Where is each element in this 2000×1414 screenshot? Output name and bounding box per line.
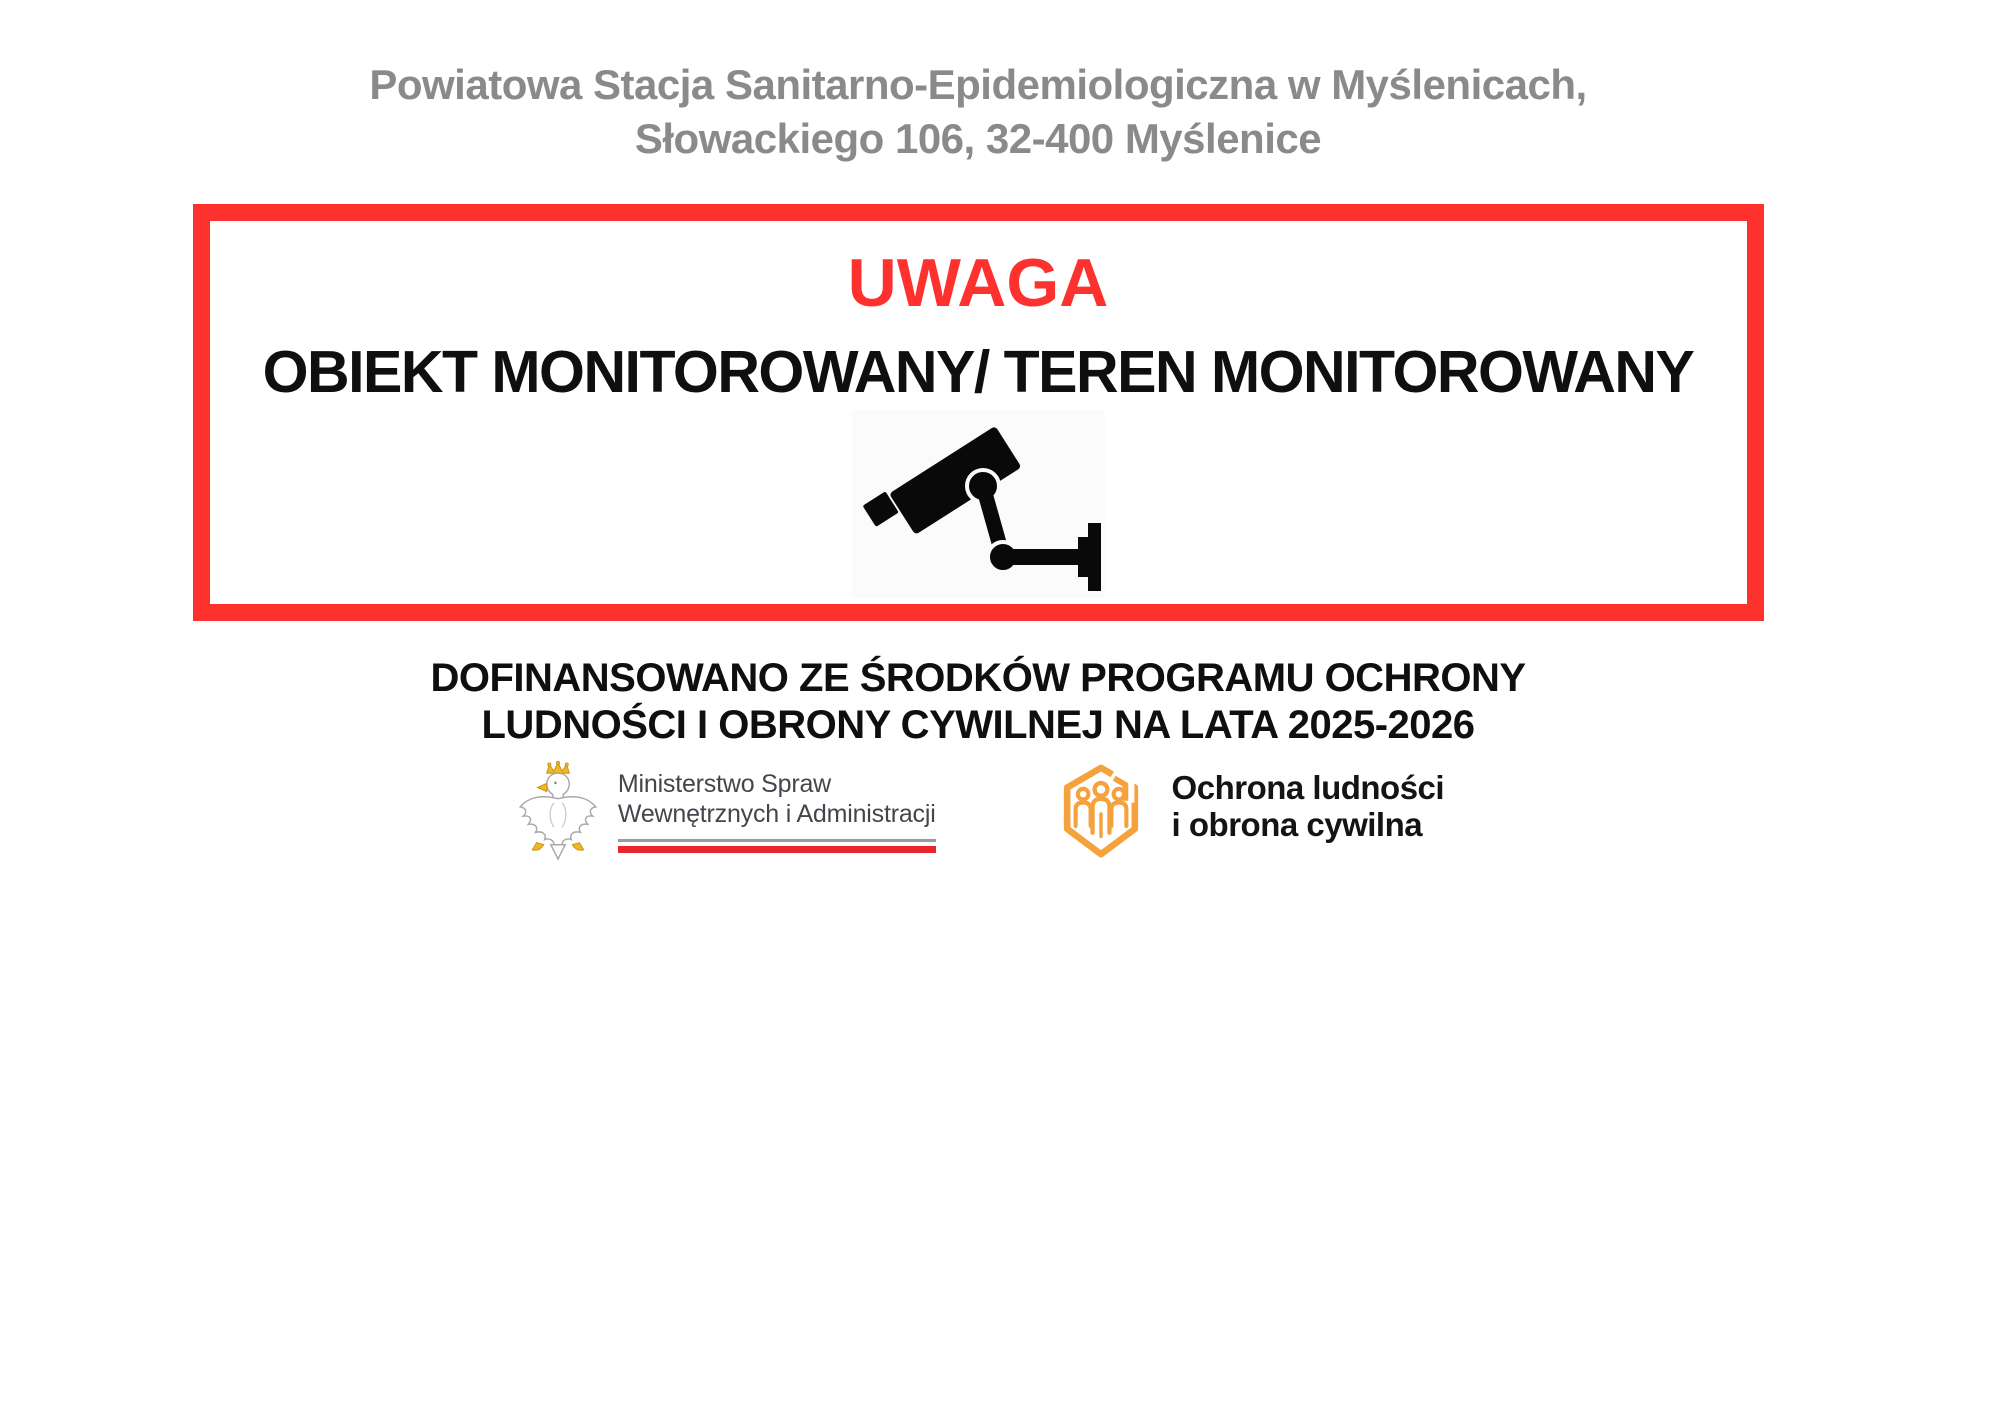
civil-protection-text-block — [1172, 769, 1445, 844]
institution-name: Powiatowa Stacja Sanitarno-Epidemiologiczna w Myślenicach, — [369, 61, 1587, 108]
warning-subtitle: OBIEKT MONITOROWANY/ TEREN MONITOROWANY — [262, 338, 1694, 405]
civil-protection-line-1: Ochrona ludności — [1171, 768, 1445, 806]
underline-red-bar — [618, 846, 936, 853]
institution-header — [0, 0, 1956, 166]
polish-eagle-emblem-icon — [512, 759, 604, 863]
funding-line-2: LUDNOŚCI I OBRONY CYWILNEJ NA LATA 2025-2026 — [481, 702, 1475, 747]
funding-line-1: DOFINANSOWANO ZE ŚRODKÓW PROGRAMU OCHRONY — [430, 655, 1526, 700]
warning-box — [193, 204, 1764, 621]
civil-protection-emblem-icon — [1054, 759, 1148, 865]
ministry-flag-underline — [618, 839, 936, 853]
cctv-camera-svg — [852, 410, 1105, 598]
civil-protection-line-2: i obrona cywilna — [1171, 806, 1423, 844]
ministry-logo — [512, 759, 936, 863]
cctv-camera-icon — [852, 410, 1105, 598]
ministry-name-line-2: Wewnętrznych i Administracji — [617, 800, 936, 829]
civil-protection-logo — [1054, 759, 1445, 865]
institution-address: Słowackiego 106, 32-400 Myślenice — [634, 114, 1322, 162]
ministry-name-line-1: Ministerstwo Spraw — [617, 769, 832, 798]
funding-statement — [0, 655, 1956, 749]
underline-gray-bar — [618, 839, 936, 842]
warning-title: UWAGA — [847, 244, 1109, 321]
ministry-text-block — [618, 769, 936, 853]
logos-row — [0, 759, 1956, 865]
